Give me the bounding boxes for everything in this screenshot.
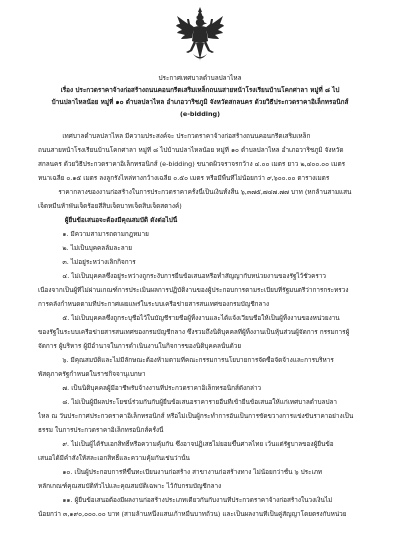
- qualification-line: ธรรม ในการประกวดราคาอิเล็กทรอนิกส์ครั้งนี้: [38, 426, 164, 434]
- qualification-line: จัดการ ผู้บริหาร ผู้มีอำนาจในการดำเนินงานในกิจการของนิติบุคคลนั้นด้วย: [38, 342, 242, 350]
- qualification-line: ไหล ณ วันประกาศประกวดราคาอิเล็กทรอนิกส์ หรือไม่เป็นผู้กระทำการอันเป็นการขัดขวางการแข่งขันราคาอย่างเป็น: [38, 412, 354, 420]
- qualification-line: เนื่องจากเป็นผู้ที่ไม่ผ่านเกณฑ์การประเมินผลการปฏิบัติงานของผู้ประกอบการตามระเบียบที่รัฐมนตรีว่าการกระทรวง: [38, 286, 349, 294]
- qualification-line: ๑. มีความสามารถตามกฎหมาย: [38, 230, 149, 238]
- subject-line-1: เรื่อง ประกวดราคาจ้างก่อสร้างถนนคอนกรีตเสริมเหล็กถนนสายหน้าโรงเรียนบ้านโคกศาลา หมู่ที่ ๘ ไป: [60, 86, 340, 94]
- qualification-line: ของรัฐในระบบเครือข่ายสารสนเทศของกรมบัญชีกลาง ซึ่งรวมถึงนิติบุคคลที่ผู้ทิ้งงานเป็นหุ้นส่วนผู้จัดการ กรรมการผู้: [38, 328, 350, 336]
- qualification-line: การคลังกำหนดตามที่ประกาศเผยแพร่ในระบบเครือข่ายสารสนเทศของกรมบัญชีกลาง: [38, 300, 270, 308]
- qualification-line: ๑๑. ผู้ยื่นข้อเสนอต้องมีผลงานก่อสร้างประเภทเดียวกันกับงานที่ประกวดราคาจ้างก่อสร้างในวงเงินไม่: [38, 496, 333, 504]
- qualification-line: เสนอได้มีคำสั่งให้สละเอกสิทธิ์และความคุ้มกันเช่นว่านั้น: [38, 454, 190, 462]
- subject-line-2: บ้านปลาไหลน้อย หมู่ที่ ๑๐ ตำบลปลาไหล อำเภอวาริชภูมิ จังหวัดสกลนคร ด้วยวิธีประกวดราคาอิเล็กทรอนิกส์: [51, 98, 349, 106]
- qualification-line: ๘. ไม่เป็นผู้มีผลประโยชน์ร่วมกันกับผู้ยื่นข้อเสนอราคารายอื่นที่เข้ายื่นข้อเสนอให้แก่เทศบาลตำบลปลา: [38, 398, 338, 406]
- qualification-line: ๒. ไม่เป็นบุคคลล้มละลาย: [38, 244, 132, 252]
- qualifications-intro: ผู้ยื่นข้อเสนอจะต้องมีคุณสมบัติ ดังต่อไปนี้: [38, 216, 178, 224]
- body-line: เจ็ดหมื่นห้าพันเจ็ดร้อยสี่สิบเจ็ดบาทเจ็ดสิบเจ็ดสตางค์): [38, 202, 182, 210]
- body-line: ถนนสายหน้าโรงเรียนบ้านโคกศาลา หมู่ที่ ๘ ไปบ้านปลาไหลน้อย หมู่ที่ ๑๐ ตำบลปลาไหล อำเภอวาริชภูมิ จังหวัด: [38, 146, 344, 154]
- qualification-line: น้อยกว่า ๓,๑๙๐,๐๐๐.๐๐ บาท (สามล้านหนึ่งแสนเก้าหมื่นบาทถ้วน) และเป็นผลงานที่เป็นคู่สัญญาโดยตรงกับหน่วย: [38, 510, 347, 518]
- qualification-line: ๓. ไม่อยู่ระหว่างเลิกกิจการ: [38, 258, 136, 266]
- body-line: หนาเฉลี่ย ๐.๑๕ เมตร ลงลูกรังไหล่ทางกว้างเฉลี่ย ๐.๕๐ เมตร หรือมีพื้นที่ไม่น้อยกว่า ๙,๖๐๐.๐๐ ตารางเมตร: [38, 174, 330, 182]
- qualification-line: ๖. มีคุณสมบัติและไม่มีลักษณะต้องห้ามตามที่คณะกรรมการนโยบายการจัดซื้อจัดจ้างและการบริหาร: [38, 356, 334, 364]
- body-line: สกลนคร ด้วยวิธีประกวดราคาอิเล็กทรอนิกส์ (e-bidding) ขนาดผิวจราจรกว้าง ๔.๐๐ เมตร ยาว ๒,๔๐๐.๐๐ เมตร: [38, 160, 346, 168]
- qualification-line: หลักเกณฑ์คุณสมบัติทั่วไปและคุณสมบัติเฉพาะ ไว้กับกรมบัญชีกลาง: [38, 482, 222, 490]
- qualification-line: ๗. เป็นนิติบุคคลผู้มีอาชีพรับจ้างงานที่ประกวดราคาอิเล็กทรอนิกส์ดังกล่าว: [38, 384, 262, 392]
- qualification-line: ๑๐. เป็นผู้ประกอบการที่ขึ้นทะเบียนงานก่อสร้าง สาขางานก่อสร้างทาง ไม่น้อยกว่าชั้น ๖ ประเภท: [38, 468, 323, 476]
- qualification-line: ๙. ไม่เป็นผู้ได้รับเอกสิทธิ์หรือความคุ้มกัน ซึ่งอาจปฏิเสธไม่ยอมขึ้นศาลไทย เว้นแต่รัฐบาลของผู้ยื่นข้อ: [38, 440, 334, 448]
- subject-line-3: (e-bidding): [179, 110, 221, 118]
- garuda-emblem-icon: [175, 6, 225, 64]
- qualification-line: พัสดุภาครัฐกำหนดในราชกิจจานุเบกษา: [38, 370, 146, 378]
- org-name: ประกาศเทศบาลตำบลปลาไหล: [158, 74, 242, 82]
- qualification-line: ๔. ไม่เป็นบุคคลซึ่งอยู่ระหว่างถูกระงับการยื่นข้อเสนอหรือทำสัญญากับหน่วยงานของรัฐไว้ชั่วคราว: [38, 272, 327, 280]
- qualification-line: ๕. ไม่เป็นบุคคลซึ่งถูกระบุชื่อไว้ในบัญชีรายชื่อผู้ทิ้งงานและได้แจ้งเวียนชื่อให้เป็นผู้ทิ้งงานของหน่วยงาน: [38, 314, 340, 322]
- body-line: เทศบาลตำบลปลาไหล มีความประสงค์จะ ประกวดราคาจ้างก่อสร้างถนนคอนกรีตเสริมเหล็ก: [38, 132, 311, 140]
- body-line: ราคากลางของงานก่อสร้างในการประกวดราคาครั้งนี้เป็นเงินทั้งสิ้น ๖,๓๗๕,๗๔๗.๗๗ บาท (หกล้านสามแสน: [38, 188, 352, 196]
